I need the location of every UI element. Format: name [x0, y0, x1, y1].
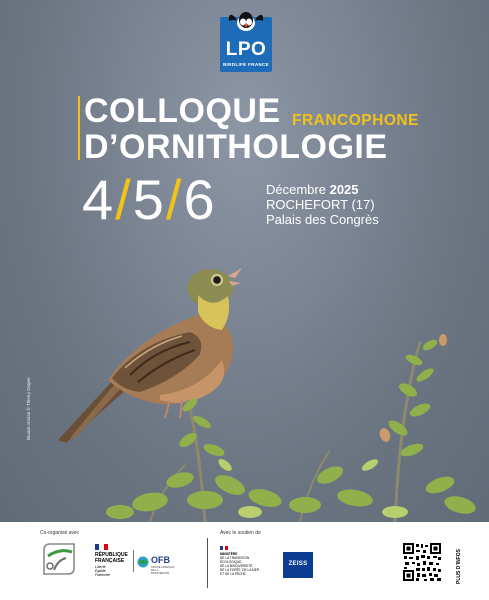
title-line-2: D’ORNITHOLOGIE — [84, 128, 388, 166]
ortolan-bunting-photo — [0, 250, 489, 522]
lpo-logo[interactable] — [220, 17, 272, 72]
title-highlight: FRANCOPHONE — [292, 112, 419, 129]
ofb-logo[interactable] — [137, 554, 177, 574]
lpo-name: LPO — [225, 39, 267, 60]
french-flag-icon — [220, 546, 228, 550]
zeiss-name: ZEISS — [288, 561, 308, 567]
event-year: 2025 — [329, 182, 359, 197]
day-1: 4 — [82, 168, 114, 231]
republique-francaise-logo[interactable] — [95, 544, 133, 584]
event-days — [82, 170, 215, 230]
ministry-text: MINISTÈRE DE LA TRANSITION ÉCOLOGIQUE, DE LA BIODIVERSITÉ, DE LA FORÊT, DE LA MER ET DE LA PÊCHE — [220, 552, 260, 576]
french-flag-icon — [95, 544, 108, 550]
qr-code[interactable] — [402, 542, 442, 582]
event-month: Décembre — [266, 182, 326, 197]
event-city: ROCHEFORT (17) — [266, 197, 375, 212]
event-venue: Palais des Congrès — [266, 212, 379, 227]
puffin-icon — [226, 9, 266, 33]
lpo-tagline: BIRDLIFE FRANCE — [222, 62, 270, 67]
sof-logo[interactable] — [40, 540, 78, 578]
photo-credit: Bruant ortolan © Thierry Degen — [26, 377, 31, 440]
section-divider — [207, 538, 208, 588]
partners-footer — [0, 522, 489, 600]
day-3: 6 — [183, 168, 215, 231]
day-2: 5 — [132, 168, 164, 231]
zeiss-logo[interactable] — [283, 552, 313, 578]
divider — [133, 550, 134, 572]
date-separator: / — [165, 168, 182, 231]
date-separator: / — [115, 168, 131, 231]
ministry-logo[interactable] — [220, 546, 278, 586]
rf-motto: Liberté Égalité Fraternité — [95, 565, 110, 577]
ofb-name: OFB — [151, 555, 170, 565]
title-line-1: COLLOQUE — [84, 92, 281, 130]
coorganise-label: Co-organisé avec — [40, 530, 80, 536]
ofb-globe-icon — [137, 556, 149, 568]
plus-infos-label: PLUS D’INFOS — [456, 548, 462, 584]
soutien-label: Avec le soutien de — [220, 530, 261, 536]
ofb-subtitle: OFFICE FRANÇAIS DE LA BIODIVERSITÉ — [151, 566, 175, 575]
title-accent-bar — [78, 96, 80, 160]
rf-text: RÉPUBLIQUE FRANÇAISE — [95, 552, 128, 564]
event-month-year — [266, 182, 359, 198]
